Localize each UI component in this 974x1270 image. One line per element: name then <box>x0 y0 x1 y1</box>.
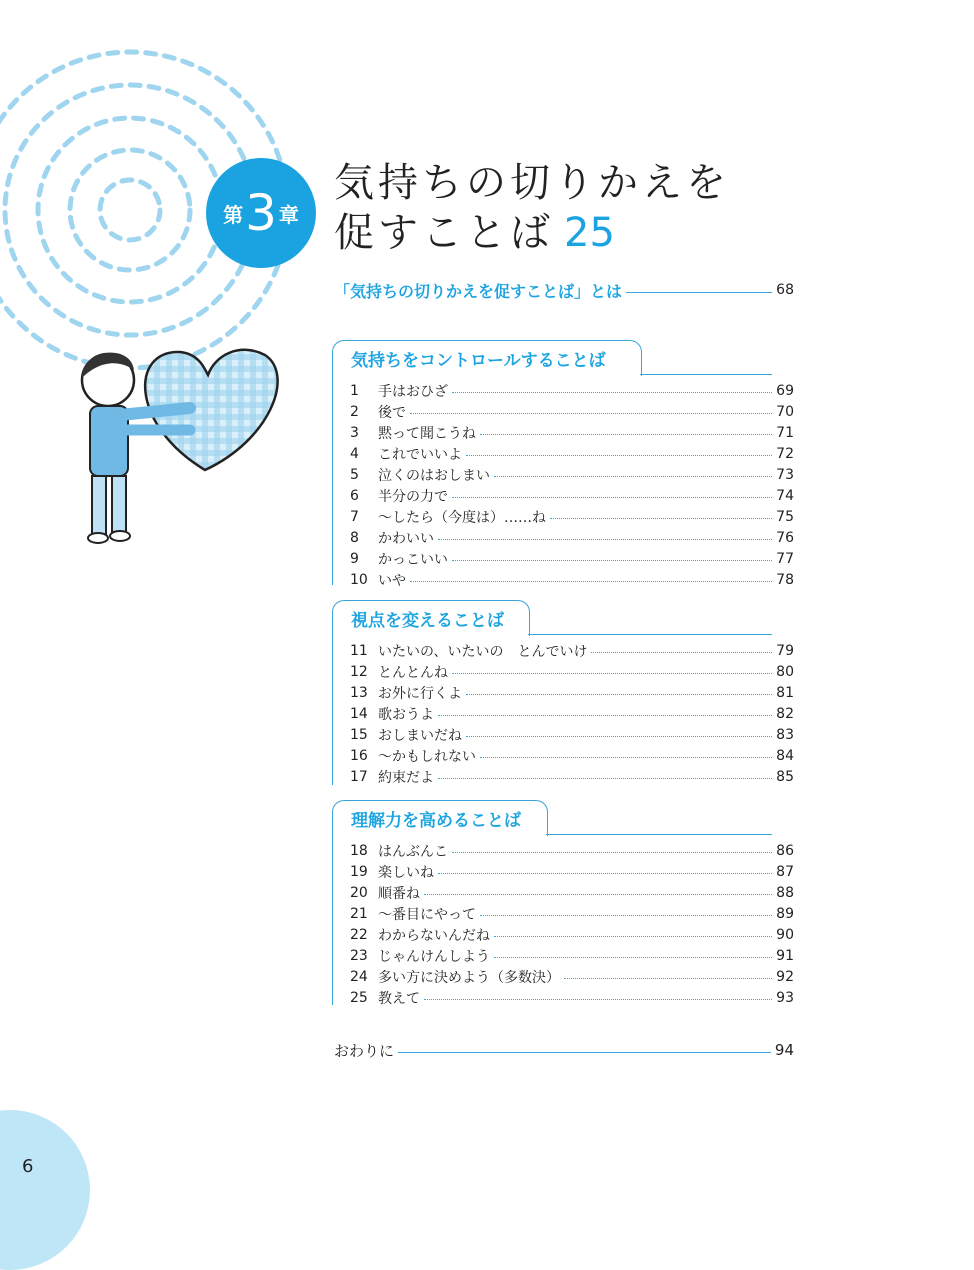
leader-dots <box>466 455 772 456</box>
toc-entry-title: 〜番目にやって <box>378 906 476 923</box>
toc-entry-page: 93 <box>776 989 794 1006</box>
leader-dots <box>410 581 772 582</box>
toc-entry-title: 教えて <box>378 990 420 1007</box>
section-side-line <box>332 374 333 585</box>
toc-entry-title: わからないんだね <box>378 927 490 944</box>
toc-entry-page: 83 <box>776 726 794 743</box>
toc-entry-page: 69 <box>776 382 794 399</box>
toc-entry-title: 半分の力で <box>378 488 448 505</box>
toc-entry-page: 85 <box>776 768 794 785</box>
leader-dots <box>480 915 772 916</box>
section-heading: 視点を変えることば <box>351 611 504 631</box>
toc-entry-title: お外に行くよ <box>378 685 462 702</box>
toc-entry[interactable] <box>350 485 794 506</box>
toc-entry-number: 11 <box>350 642 368 659</box>
toc-entry[interactable] <box>350 766 794 787</box>
leader-dots <box>452 560 772 561</box>
toc-entry-number: 14 <box>350 705 368 722</box>
toc-entry-page: 89 <box>776 905 794 922</box>
toc-entry[interactable] <box>350 882 794 903</box>
leader-dots <box>452 392 772 393</box>
section-rule <box>546 834 772 835</box>
toc-entry-number: 19 <box>350 863 368 880</box>
leader-dots <box>494 936 772 937</box>
leader-dots <box>494 476 772 477</box>
leader-dots <box>424 894 772 895</box>
toc-entry-page: 92 <box>776 968 794 985</box>
section-heading: 気持ちをコントロールすることば <box>351 351 606 371</box>
toc-entry-number: 23 <box>350 947 368 964</box>
chapter-word-count: 25 <box>564 210 615 256</box>
toc-entry-number: 1 <box>350 382 359 399</box>
page-number: 6 <box>22 1156 34 1177</box>
toc-entry[interactable] <box>350 506 794 527</box>
toc-entry-page: 77 <box>776 550 794 567</box>
toc-entry-title: 楽しいね <box>378 864 434 881</box>
toc-entry-page: 78 <box>776 571 794 588</box>
toc-entry[interactable] <box>350 661 794 682</box>
section-items <box>350 840 794 1008</box>
chapter-title-line2: 促すことば <box>334 210 554 256</box>
leader-dots <box>494 957 772 958</box>
toc-entry[interactable] <box>350 682 794 703</box>
leader-dots <box>438 715 772 716</box>
toc-entry-title: 泣くのはおしまい <box>378 467 490 484</box>
section-rule <box>528 634 772 635</box>
toc-entry-number: 25 <box>350 989 368 1006</box>
section-heading-tab <box>332 800 548 836</box>
page-number-circle <box>0 1110 90 1270</box>
toc-entry-page: 76 <box>776 529 794 546</box>
toc-entry-title: いや <box>378 572 406 589</box>
leader-dots <box>564 978 772 979</box>
toc-intro-text: 「気持ちの切りかえを促すことば」とは <box>334 281 623 301</box>
toc-outro-text: おわりに <box>334 1041 395 1060</box>
toc-section-understanding <box>332 800 794 1005</box>
toc-entry-title: じゃんけんしよう <box>378 948 490 965</box>
toc-entry-number: 5 <box>350 466 359 483</box>
toc-entry-number: 6 <box>350 487 359 504</box>
toc-entry[interactable] <box>350 724 794 745</box>
toc-section-viewpoint <box>332 600 794 785</box>
child-hugging-heart-illustration <box>70 330 290 550</box>
leader-dots <box>480 434 772 435</box>
toc-entry-page: 91 <box>776 947 794 964</box>
toc-entry[interactable] <box>350 945 794 966</box>
toc-entry[interactable] <box>350 840 794 861</box>
toc-entry-title: 〜したら（今度は）……ね <box>378 509 546 526</box>
section-heading-tab <box>332 340 642 376</box>
toc-entry[interactable] <box>350 548 794 569</box>
toc-entry-number: 15 <box>350 726 368 743</box>
toc-entry-page: 72 <box>776 445 794 462</box>
chapter-title <box>334 158 730 258</box>
leader-dots <box>410 413 772 414</box>
toc-entry-number: 22 <box>350 926 368 943</box>
chapter-badge <box>206 158 316 268</box>
toc-entry-title: おしまいだね <box>378 727 462 744</box>
section-heading: 理解力を高めることば <box>351 811 521 831</box>
toc-entry-number: 2 <box>350 403 359 420</box>
toc-entry-title: いたいの、いたいの とんでいけ <box>378 643 588 660</box>
toc-entry-number: 8 <box>350 529 359 546</box>
toc-entry[interactable] <box>350 966 794 987</box>
toc-entry-number: 7 <box>350 508 359 525</box>
toc-entry-title: 黙って聞こうね <box>378 425 476 442</box>
toc-outro-page: 94 <box>774 1041 794 1059</box>
toc-entry-page: 73 <box>776 466 794 483</box>
chapter-number: 3 <box>245 184 277 242</box>
toc-entry-page: 75 <box>776 508 794 525</box>
chapter-label-prefix: 第 <box>223 202 244 227</box>
chapter-title-line1: 気持ちの切りかえを <box>334 160 730 206</box>
toc-outro-entry[interactable] <box>334 1040 794 1060</box>
leader-dots <box>438 873 772 874</box>
leader-dots <box>438 778 772 779</box>
toc-entry-title: 歌おうよ <box>378 706 434 723</box>
toc-entry[interactable] <box>350 380 794 401</box>
leader-dots <box>466 694 772 695</box>
toc-entry-number: 20 <box>350 884 368 901</box>
toc-entry-page: 88 <box>776 884 794 901</box>
toc-entry[interactable] <box>350 903 794 924</box>
toc-entry[interactable] <box>350 443 794 464</box>
toc-entry[interactable] <box>350 745 794 766</box>
toc-intro-page: 68 <box>776 282 794 298</box>
toc-entry-page: 87 <box>776 863 794 880</box>
toc-entry-title: 順番ね <box>378 885 420 902</box>
toc-entry[interactable] <box>350 924 794 945</box>
leader-line <box>626 292 772 293</box>
toc-entry-number: 16 <box>350 747 368 764</box>
toc-entry-number: 12 <box>350 663 368 680</box>
toc-entry[interactable] <box>350 569 794 590</box>
section-heading-tab <box>332 600 530 636</box>
toc-entry[interactable] <box>350 987 794 1008</box>
toc-entry-page: 80 <box>776 663 794 680</box>
toc-entry[interactable] <box>350 861 794 882</box>
chapter-label-suffix: 章 <box>278 202 299 227</box>
toc-entry-number: 24 <box>350 968 368 985</box>
leader-dots <box>452 852 772 853</box>
leader-dots <box>452 673 772 674</box>
toc-entry-number: 10 <box>350 571 368 588</box>
toc-entry-page: 81 <box>776 684 794 701</box>
toc-entry-title: 手はおひざ <box>378 383 448 400</box>
toc-entry-page: 86 <box>776 842 794 859</box>
leader-line <box>398 1052 771 1053</box>
toc-entry-page: 82 <box>776 705 794 722</box>
toc-entry-title: 後で <box>378 404 406 421</box>
toc-entry[interactable] <box>350 422 794 443</box>
leader-dots <box>480 757 772 758</box>
toc-entry-page: 90 <box>776 926 794 943</box>
toc-entry[interactable] <box>350 703 794 724</box>
leader-dots <box>466 736 772 737</box>
leader-dots <box>438 539 772 540</box>
toc-entry-number: 18 <box>350 842 368 859</box>
toc-entry-title: とんとんね <box>378 664 448 681</box>
toc-entry[interactable] <box>350 640 794 661</box>
toc-entry-number: 21 <box>350 905 368 922</box>
toc-entry-title: 約束だよ <box>378 769 434 786</box>
leader-dots <box>424 999 772 1000</box>
toc-entry-page: 84 <box>776 747 794 764</box>
toc-entry[interactable] <box>350 464 794 485</box>
toc-entry-title: 〜かもしれない <box>378 748 476 765</box>
leader-dots <box>452 497 772 498</box>
leader-dots <box>550 518 772 519</box>
toc-entry-title: かっこいい <box>378 551 448 568</box>
section-side-line <box>332 634 333 785</box>
leader-dots <box>591 652 772 653</box>
section-side-line <box>332 834 333 1005</box>
toc-section-control <box>332 340 794 589</box>
toc-entry-title: かわいい <box>378 530 434 547</box>
toc-intro-entry[interactable] <box>334 280 794 300</box>
toc-entry-number: 17 <box>350 768 368 785</box>
toc-entry-number: 3 <box>350 424 359 441</box>
toc-entry-page: 74 <box>776 487 794 504</box>
toc-entry-title: 多い方に決めよう（多数決） <box>378 969 560 986</box>
toc-entry-title: これでいいよ <box>378 446 462 463</box>
toc-entry[interactable] <box>350 527 794 548</box>
section-items <box>350 380 794 590</box>
toc-entry-page: 70 <box>776 403 794 420</box>
toc-entry[interactable] <box>350 401 794 422</box>
toc-entry-number: 4 <box>350 445 359 462</box>
section-items <box>350 640 794 787</box>
toc-entry-page: 71 <box>776 424 794 441</box>
toc-entry-page: 79 <box>776 642 794 659</box>
section-rule <box>640 374 772 375</box>
toc-entry-number: 9 <box>350 550 359 567</box>
toc-entry-number: 13 <box>350 684 368 701</box>
toc-entry-title: はんぶんこ <box>378 843 448 860</box>
